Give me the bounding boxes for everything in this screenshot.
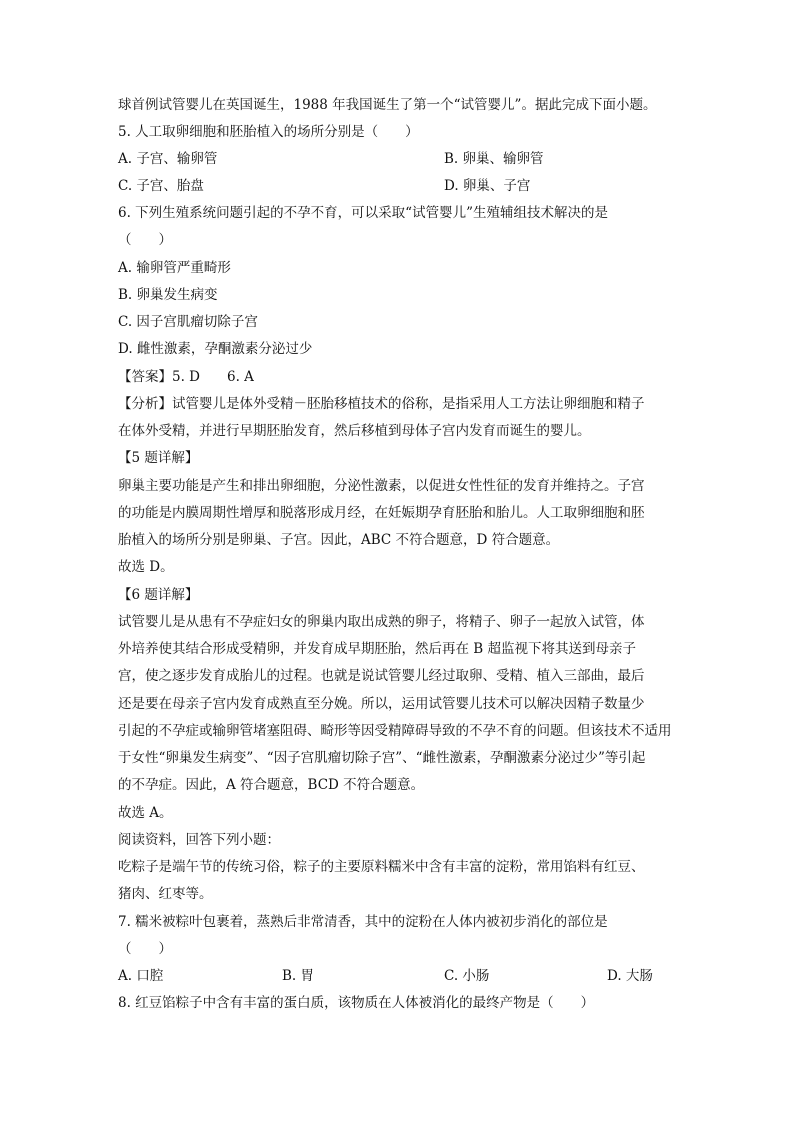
q5-option-b: B. 卵巢、输卵管 <box>444 151 544 167</box>
intro-text: 球首例试管婴儿在英国诞生，1988 年我国诞生了第一个“试管婴儿”。据此完成下面小题。 <box>118 97 657 113</box>
q6-detail-line-3: 宫，使之逐步发育成胎儿的过程。也就是说试管婴儿经过取卵、受精、植入三部曲，最后 <box>118 668 645 684</box>
q6-detail-line-5: 引起的不孕症或输卵管堵塞阻碍、畸形等因受精障碍导致的不孕不育的问题。但该技术不适用 <box>118 723 672 739</box>
q5-option-a: A. 子宫、输卵管 <box>118 151 218 167</box>
q5-option-c: C. 子宫、胎盘 <box>118 178 204 194</box>
q7-option-b: B. 胃 <box>282 968 315 984</box>
question-5: 5. 人工取卵细胞和胚胎植入的场所分别是（ ） <box>118 124 419 140</box>
reading-material-line-2: 猪肉、红枣等。 <box>118 886 213 902</box>
question-7: 7. 糯米被粽叶包裹着，蒸熟后非常清香，其中的淀粉在人体内被初步消化的部位是 <box>118 914 608 930</box>
q5-option-d: D. 卵巢、子宫 <box>444 178 531 194</box>
q7-option-a: A. 口腔 <box>118 968 164 984</box>
q6-detail-heading: 【6 题详解】 <box>118 587 199 603</box>
q6-detail-line-1: 试管婴儿是从患有不孕症妇女的卵巢内取出成熟的卵子，将精子、卵子一起放入试管，体 <box>118 614 645 630</box>
answer-line: 【答案】5. D 6. A <box>118 369 254 385</box>
reading-material-line-1: 吃粽子是端午节的传统习俗，粽子的主要原料糯米中含有丰富的淀粉，常用馅料有红豆、 <box>118 859 645 875</box>
q6-option-a: A. 输卵管严重畸形 <box>118 260 231 276</box>
q5-detail-line-3: 胎植入的场所分别是卵巢、子宫。因此，ABC 不符合题意，D 符合题意。 <box>118 532 560 548</box>
q6-option-b: B. 卵巢发生病变 <box>118 287 218 303</box>
q7-option-d: D. 大肠 <box>607 968 653 984</box>
q6-detail-line-2: 外培养使其结合形成受精卵，并发育成早期胚胎，然后再在 B 超监视下将其送到母亲子 <box>118 641 637 657</box>
q5-detail-heading: 【5 题详解】 <box>118 450 199 466</box>
q6-option-d: D. 雌性激素，孕酮激素分泌过少 <box>118 341 313 357</box>
reading-instruction: 阅读资料，回答下列小题： <box>118 832 280 848</box>
q6-conclusion: 故选 A。 <box>118 805 173 821</box>
question-7-blank: （ ） <box>118 941 172 957</box>
question-6: 6. 下列生殖系统问题引起的不孕不育，可以采取“试管婴儿”生殖辅组技术解决的是 <box>118 205 608 221</box>
q6-option-c: C. 因子宫肌瘤切除子宫 <box>118 314 258 330</box>
q6-detail-line-4: 还是要在母亲子宫内发育成熟直至分娩。所以，运用试管婴儿技术可以解决因精子数量少 <box>118 696 645 712</box>
q7-option-c: C. 小肠 <box>444 968 490 984</box>
q6-detail-line-7: 的不孕症。因此，A 符合题意，BCD 不符合题意。 <box>118 777 425 793</box>
q5-detail-line-1: 卵巢主要功能是产生和排出卵细胞，分泌性激素，以促进女性性征的发育并维持之。子宫 <box>118 478 645 494</box>
question-6-blank: （ ） <box>118 232 172 248</box>
analysis-line-1: 【分析】试管婴儿是体外受精－胚胎移植技术的俗称，是指采用人工方法让卵细胞和精子 <box>118 396 645 412</box>
analysis-line-2: 在体外受精，并进行早期胚胎发育，然后移植到母体子宫内发育而诞生的婴儿。 <box>118 423 591 439</box>
q5-detail-line-2: 的功能是内膜周期性增厚和脱落形成月经，在妊娠期孕育胚胎和胎儿。人工取卵细胞和胚 <box>118 505 645 521</box>
question-8: 8. 红豆馅粽子中含有丰富的蛋白质，该物质在人体被消化的最终产物是（ ） <box>118 995 595 1011</box>
q5-conclusion: 故选 D。 <box>118 559 174 575</box>
q6-detail-line-6: 于女性“卵巢发生病变”、“因子宫肌瘤切除子宫”、“雌性激素，孕酮激素分泌过少”等引起 <box>118 750 646 766</box>
